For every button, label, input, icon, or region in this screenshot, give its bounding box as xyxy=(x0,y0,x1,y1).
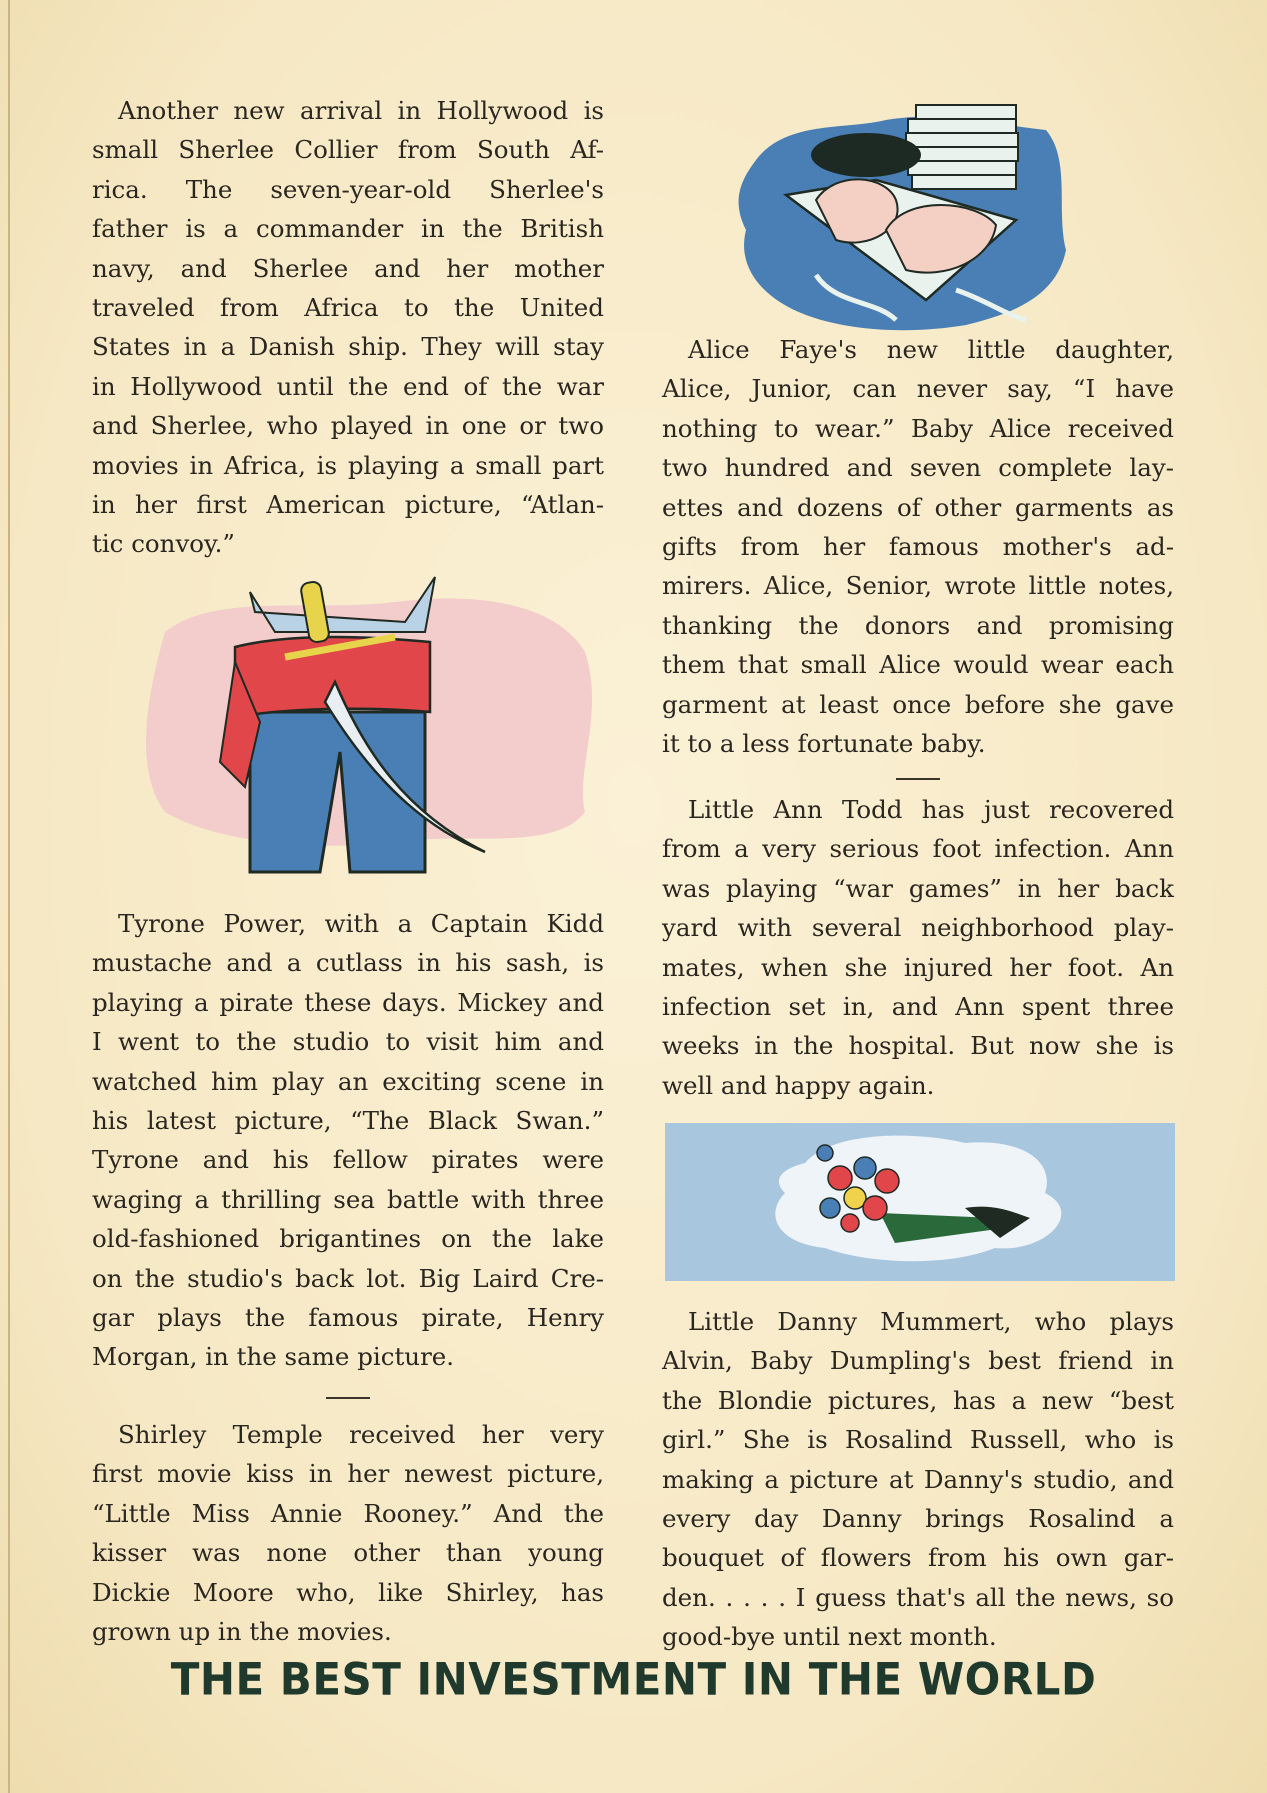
text-line: good-bye until next month. xyxy=(662,1622,997,1652)
text-line: rica. The seven-year-old Sherlee's xyxy=(92,174,604,204)
text-line: Alice Faye's new little daughter, xyxy=(688,335,1174,364)
text-line: navy, and Sherlee and her mother xyxy=(92,253,604,283)
article-alice-faye xyxy=(662,330,1174,763)
text-line: thanking the donors and promising xyxy=(662,610,1174,640)
text-line: infection set in, and Ann spent three xyxy=(662,991,1174,1021)
text-line: two hundred and seven complete lay- xyxy=(662,453,1174,483)
text-line: in Hollywood until the end of the war xyxy=(92,371,604,401)
article-danny-mummert xyxy=(662,1302,1174,1657)
text-line: Tyrone and his fellow pirates were xyxy=(92,1145,604,1175)
text-line: gar plays the famous pirate, Henry xyxy=(92,1302,604,1332)
text-line: waging a thrilling sea battle with three xyxy=(92,1184,604,1214)
text-line: every day Danny brings Rosalind a xyxy=(662,1503,1174,1533)
text-line: Dickie Moore who, like Shirley, has xyxy=(92,1577,604,1607)
text-line: old-fashioned brigantines on the lake xyxy=(92,1224,604,1254)
text-line: Another new arrival in Hollywood is xyxy=(118,96,604,125)
article-sherlee-collier xyxy=(92,91,604,564)
text-line: gifts from her famous mother's ad- xyxy=(662,531,1174,561)
text-line: mustache and a cutlass in his sash, is xyxy=(92,948,604,978)
text-line: Tyrone Power, with a Captain Kidd xyxy=(118,909,604,938)
page-edge xyxy=(8,0,10,1793)
text-line: kisser was none other than young xyxy=(92,1538,604,1568)
text-line: on the studio's back lot. Big Laird Cre- xyxy=(92,1263,604,1293)
text-line: tic convoy.” xyxy=(92,529,235,559)
text-line: bouquet of flowers from his own gar- xyxy=(662,1543,1174,1573)
text-line: Little Danny Mummert, who plays xyxy=(688,1307,1174,1336)
text-line: from a very serious foot infection. Ann xyxy=(662,834,1174,864)
text-line: making a picture at Danny's studio, and xyxy=(662,1464,1174,1494)
footer-headline: THE BEST INVESTMENT IN THE WORLD xyxy=(170,1653,1097,1706)
text-line: the Blondie pictures, has a new “best xyxy=(662,1385,1174,1415)
text-line: it to a less fortunate baby. xyxy=(662,728,986,758)
text-line: mirers. Alice, Senior, wrote little notes, xyxy=(662,571,1174,601)
text-line: States in a Danish ship. They will stay xyxy=(92,332,604,362)
text-line: I went to the studio to visit him and xyxy=(92,1027,604,1057)
section-divider xyxy=(326,1397,370,1399)
text-line: well and happy again. xyxy=(662,1070,935,1100)
text-line: small Sherlee Collier from South Af- xyxy=(92,135,604,165)
text-line: garment at least once before she gave xyxy=(662,689,1174,719)
text-line: watched him play an exciting scene in xyxy=(92,1066,604,1096)
text-line: Alvin, Baby Dumpling's best friend in xyxy=(662,1346,1174,1376)
bouquet-illustration xyxy=(665,1123,1175,1281)
text-line: ettes and dozens of other garments as xyxy=(662,492,1174,522)
text-line: yard with several neighborhood play- xyxy=(662,913,1174,943)
text-line: nothing to wear.” Baby Alice received xyxy=(662,413,1174,443)
text-line: movies in Africa, is playing a small part xyxy=(92,450,604,480)
text-line: in her first American picture, “Atlan- xyxy=(92,489,604,519)
text-line: was playing “war games” in her back xyxy=(662,873,1174,903)
text-line: first movie kiss in her newest picture, xyxy=(92,1459,604,1489)
text-line: his latest picture, “The Black Swan.” xyxy=(92,1105,604,1135)
text-line: father is a commander in the British xyxy=(92,214,604,244)
text-line: playing a pirate these days. Mickey and xyxy=(92,987,604,1017)
text-line: weeks in the hospital. But now she is xyxy=(662,1031,1174,1061)
text-line: and Sherlee, who played in one or two xyxy=(92,411,604,441)
text-line: Shirley Temple received her very xyxy=(118,1420,604,1449)
text-line: grown up in the movies. xyxy=(92,1616,392,1646)
text-line: mates, when she injured her foot. An xyxy=(662,952,1174,982)
text-line: traveled from Africa to the United xyxy=(92,292,604,322)
article-tyrone-power xyxy=(92,904,604,1377)
text-line: them that small Alice would wear each xyxy=(662,650,1174,680)
text-line: Morgan, in the same picture. xyxy=(92,1342,455,1372)
text-line: “Little Miss Annie Rooney.” And the xyxy=(92,1498,604,1528)
section-divider xyxy=(896,778,940,780)
article-ann-todd xyxy=(662,790,1174,1105)
layette-boxes-illustration xyxy=(726,100,1071,335)
text-line: Little Ann Todd has just recovered xyxy=(688,795,1174,824)
text-line: den. . . . . I guess that's all the news, so xyxy=(662,1582,1174,1612)
pirate-cutlass-illustration xyxy=(135,572,600,882)
text-line: girl.” She is Rosalind Russell, who is xyxy=(662,1425,1174,1455)
article-shirley-temple xyxy=(92,1415,604,1651)
text-line: Alice, Junior, can never say, “I have xyxy=(662,374,1174,404)
